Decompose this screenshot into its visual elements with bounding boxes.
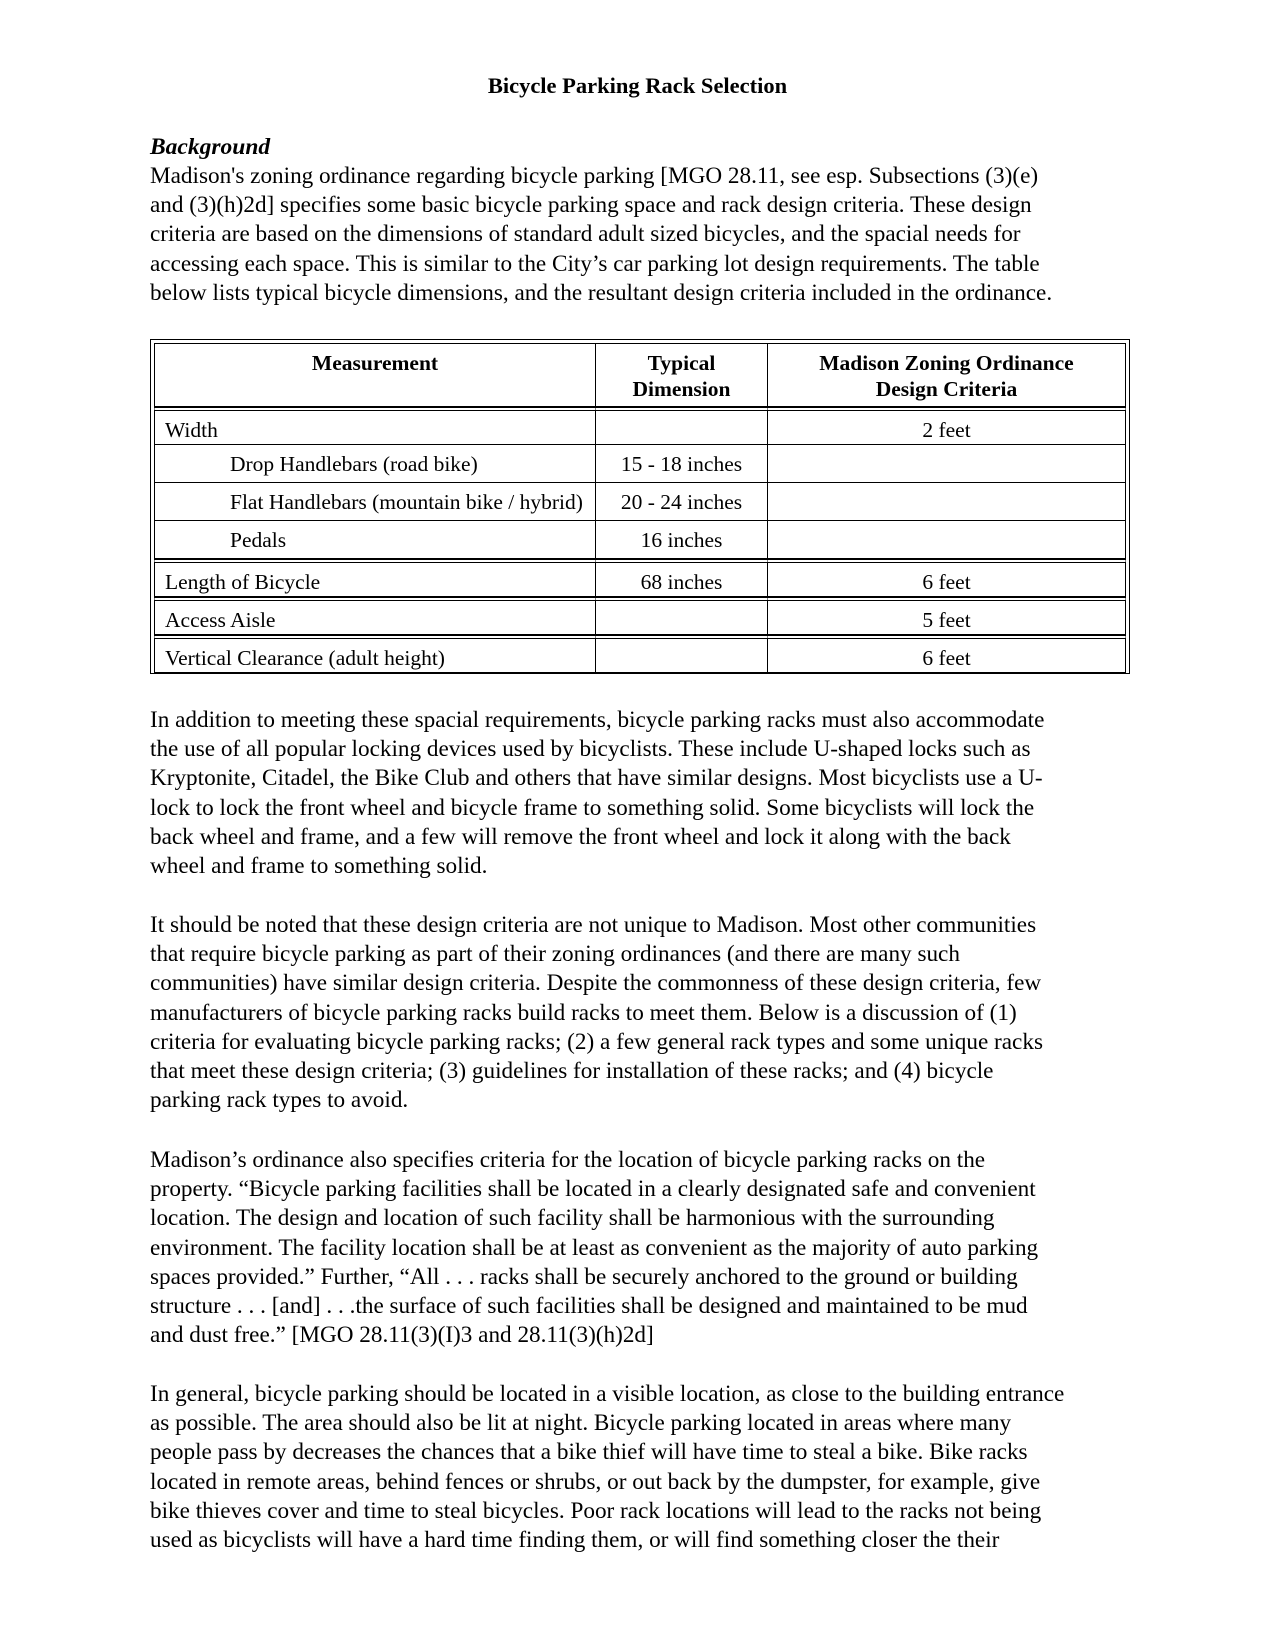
table-row — [154, 597, 1126, 635]
cell-criteria — [768, 483, 1126, 521]
cell-typical — [596, 635, 768, 673]
header-measurement: Measurement — [154, 343, 596, 407]
table-row — [154, 407, 1126, 445]
paragraph-design-criteria: It should be noted that these design criteria are not unique to Madison. Most other communities that require bicycle parking as part of their zoning ordinances (and there are many such communities) have similar design criteria. Despite the commonness of these design criteria, few manufacturers of bicycle parking racks build racks to meet them. Below is a discussion of (1) criteria for evaluating bicycle parking racks; (2) a few general rack types and some unique racks that meet these design criteria; (3) guidelines for installation of these racks; and (4) bicycle parking rack types to avoid. — [150, 912, 1043, 1114]
cell-typical — [596, 597, 768, 635]
cell-measurement: Vertical Clearance (adult height) — [154, 635, 596, 673]
header-typical-dimension-text: Typical Dimension — [632, 351, 731, 401]
table-header-row — [154, 343, 1126, 407]
cell-measurement: Access Aisle — [154, 597, 596, 635]
cell-measurement: Length of Bicycle — [154, 559, 596, 597]
dimensions-table — [154, 343, 1126, 673]
paragraph-locking-devices: In addition to meeting these spacial requirements, bicycle parking racks must also accommodate the use of all popular locking devices used by bicyclists. These include U-shaped locks such as Kryptonite, Citadel, the Bike Club and others that have similar designs. Most bicyclists use a U- lock to lock the front wheel and bicycle frame to something solid. Some bicyclists will lock the back wheel and frame, and a few will remove the front wheel and lock it along with the back wheel and frame to something solid. — [150, 707, 1045, 880]
table-row — [154, 445, 1126, 483]
paragraph-visible-location: In general, bicycle parking should be located in a visible location, as close to the building entrance as possible. The area should also be lit at night. Bicycle parking located in areas where many people pass by decreases the chances that a bike thief will have time to steal a bike. Bike racks located in remote areas, behind fences or shrubs, or out back by the dumpster, for example, give bike thieves cover and time to steal bicycles. Poor rack locations will lead to the racks not being used as bicyclists will have a hard time finding them, or will find something closer the their — [150, 1381, 1065, 1554]
table-row — [154, 483, 1126, 521]
table-row — [154, 559, 1126, 597]
cell-typical: 68 inches — [596, 559, 768, 597]
table-row — [154, 635, 1126, 673]
header-design-criteria-text: Madison Zoning Ordinance Design Criteria — [819, 351, 1074, 401]
cell-measurement: Drop Handlebars (road bike) — [154, 445, 596, 483]
header-design-criteria — [768, 343, 1126, 407]
cell-measurement: Pedals — [154, 521, 596, 559]
document-title: Bicycle Parking Rack Selection — [487, 73, 788, 98]
cell-typical — [596, 407, 768, 445]
header-typical-dimension — [596, 343, 768, 407]
paragraph-location-criteria: Madison’s ordinance also specifies criteria for the location of bicycle parking racks on the property. “Bicycle parking facilities shall be located in a clearly designated safe and convenient location. The design and location of such facility shall be harmonious with the surrounding environment. The facility location shall be at least as convenient as the majority of auto parking spaces provided.” Further, “All . . . racks shall be securely anchored to the ground or building structure . . . [and] . . .the surface of such facilities shall be designed and maintained to be mud and dust free.” [MGO 28.11(3)(I)3 and 28.11(3)(h)2d] — [150, 1147, 1039, 1349]
cell-criteria: 5 feet — [768, 597, 1126, 635]
cell-criteria: 6 feet — [768, 635, 1126, 673]
paragraph-intro: Madison's zoning ordinance regarding bicycle parking [MGO 28.11, see esp. Subsections (3)(e) and (3)(h)2d] specifies some basic bicycle parking space and rack design criteria. These design criteria are based on the dimensions of standard adult sized bicycles, and the spacial needs for accessing each space. This is similar to the City’s car parking lot design requirements. The table below lists typical bicycle dimensions, and the resultant design criteria included in the ordinance. — [150, 163, 1053, 306]
table-row — [154, 521, 1126, 559]
cell-typical: 20 - 24 inches — [596, 483, 768, 521]
cell-typical: 15 - 18 inches — [596, 445, 768, 483]
cell-measurement: Flat Handlebars (mountain bike / hybrid) — [154, 483, 596, 521]
cell-criteria: 2 feet — [768, 407, 1126, 445]
cell-criteria — [768, 445, 1126, 483]
section-heading-background: Background — [150, 134, 271, 160]
cell-criteria — [768, 521, 1126, 559]
cell-measurement: Width — [154, 407, 596, 445]
dimensions-table-frame — [150, 339, 1130, 674]
cell-typical: 16 inches — [596, 521, 768, 559]
cell-criteria: 6 feet — [768, 559, 1126, 597]
